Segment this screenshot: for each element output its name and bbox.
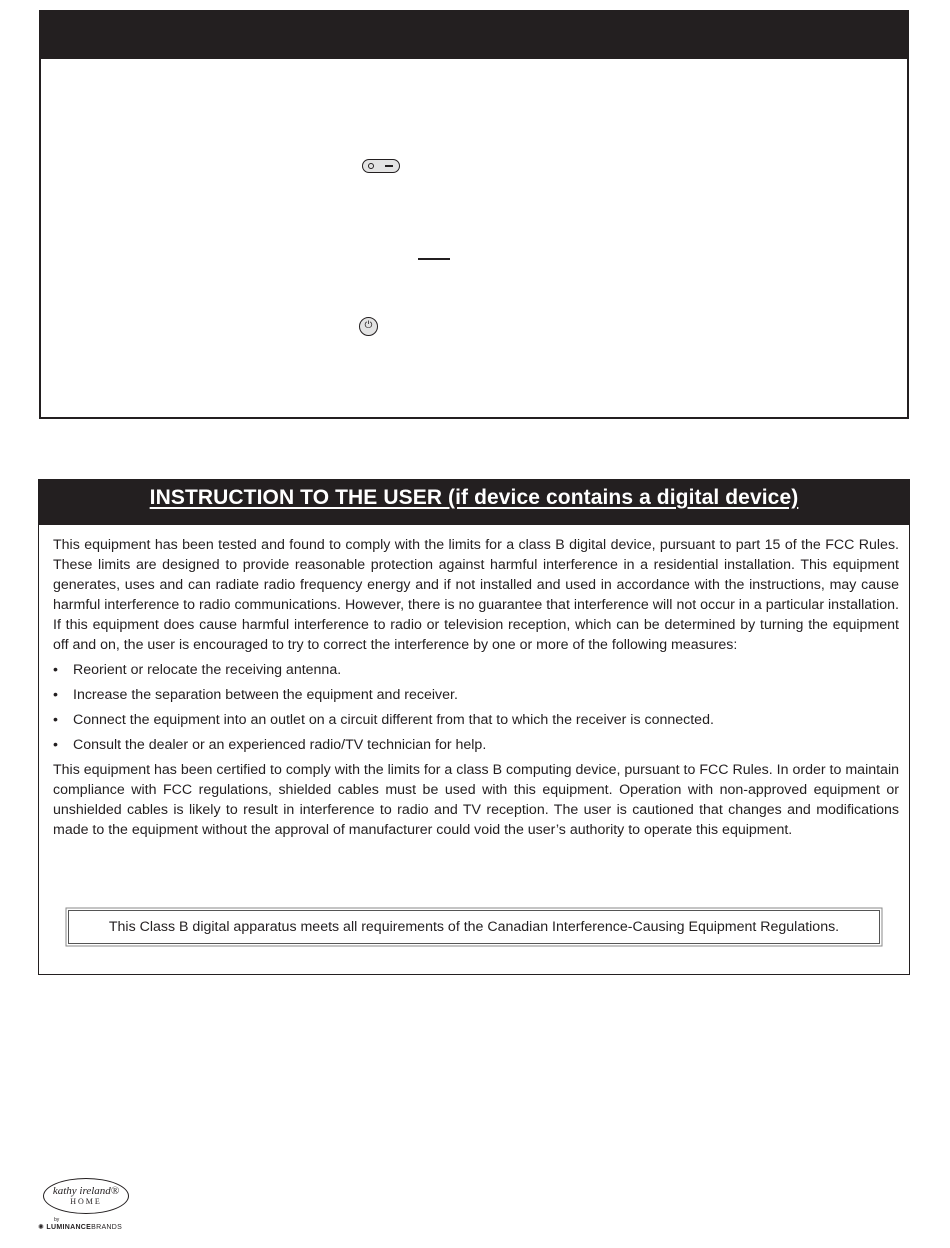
bullet-symbol: •: [53, 687, 58, 703]
top-panel: [39, 10, 909, 419]
top-panel-header-bar: [41, 12, 907, 59]
logo-company-rest: BRANDS: [91, 1224, 123, 1231]
power-glyph: ⏻: [364, 320, 373, 331]
underline-mark: [418, 258, 450, 260]
logo-home: HOME: [70, 1197, 102, 1206]
logo-by: by: [54, 1217, 60, 1223]
bullet-symbol: •: [53, 712, 58, 728]
bullet-symbol: •: [53, 662, 58, 678]
measures-list: [53, 660, 899, 755]
switch-icon: [362, 159, 400, 173]
list-item-text: Increase the separation between the equipment and receiver.: [73, 687, 458, 703]
instruction-panel: [38, 479, 910, 975]
list-item: [53, 735, 899, 755]
bullet-symbol: •: [53, 737, 58, 753]
switch-dot: [368, 163, 374, 169]
logo-company: [38, 1223, 122, 1233]
brand-logo: [38, 1178, 148, 1242]
certification-paragraph: This equipment has been certified to comply with the limits for a class B computing device, pursuant to FCC Rules. In order to maintain compliance with FCC regulations, shielded cables must be used with this equipment. Operation with non-approved equipment or unshielded cables is likely to result in interference to radio and TV reception. The user is cautioned that changes and modifications made to the equipment without the approval of manufacturer could void the user’s authority to operate this equipment.: [53, 762, 899, 838]
fcc-paragraph: This equipment has been tested and found to comply with the limits for a class B digital device, pursuant to part 15 of the FCC Rules. These limits are designed to provide reasonable protection against harmful interference in a residential installation. This equipment generates, uses and can radiate radio frequency energy and if not installed and used in accordance with the instructions, may cause harmful interference to radio communications. However, there is no guarantee that interference will not occur in a particular installation. If this equipment does cause harmful interference to radio or television reception, which can be determined by turning the equipment off and on, the user is encouraged to try to correct the interference by one or more of the following measures:: [53, 537, 899, 653]
list-item-text: Consult the dealer or an experienced radio/TV technician for help.: [73, 737, 487, 753]
switch-dash: [385, 165, 393, 167]
canada-notice: This Class B digital apparatus meets all requirements of the Canadian Interference-Causing Equipment Regulations.: [68, 910, 880, 944]
list-item-text: Connect the equipment into an outlet on a circuit different from that to which the receiver is connected.: [73, 712, 714, 728]
logo-oval: [43, 1178, 129, 1214]
instruction-header: [39, 480, 909, 525]
list-item-text: Reorient or relocate the receiving antenna.: [73, 662, 342, 678]
list-item: [53, 710, 899, 730]
logo-brand: kathy ireland®: [52, 1185, 120, 1197]
power-icon: [359, 317, 378, 336]
instruction-title: INSTRUCTION TO THE USER (if device contains a digital device): [149, 486, 799, 509]
list-item: [53, 660, 899, 680]
sun-icon: ✺: [38, 1224, 45, 1231]
list-item: [53, 685, 899, 705]
instruction-content: [53, 535, 899, 840]
logo-company-bold: LUMINANCE: [46, 1224, 92, 1231]
